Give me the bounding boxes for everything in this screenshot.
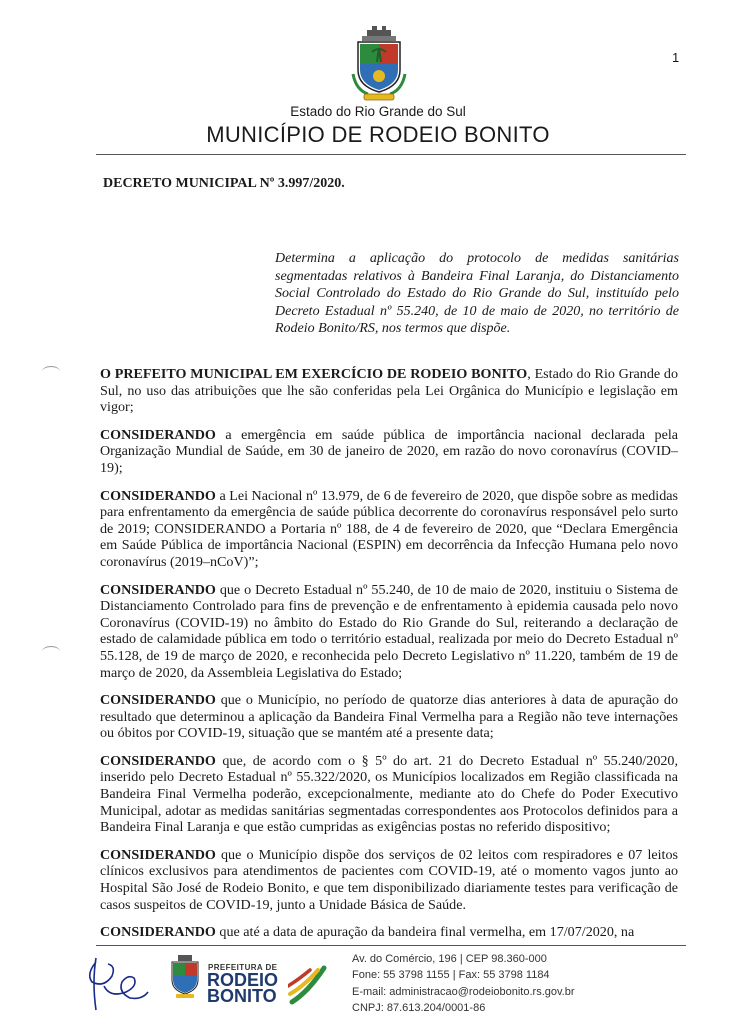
brand-name-line1: RODEIO — [207, 970, 279, 990]
punch-hole-mark — [42, 366, 60, 377]
paragraph-lead: CONSIDERANDO — [100, 846, 216, 863]
considerando-paragraph — [100, 488, 678, 571]
paragraph-text: que o Município, no período de quatorze dias anteriores à data de apuração do resultado que determinou a aplicação da Bandeira Final Vermelha para a Região não teve internações ou óbitos por COVID-19, situação que se mantém até a presente data; — [100, 692, 678, 742]
considerando-paragraph — [100, 924, 678, 941]
paragraph-text: a emergência em saúde pública de importância nacional declarada pela Organização Mundial de Saúde, em 30 de janeiro de 2020, em razão do novo coronavírus (COVID–19); — [100, 426, 678, 476]
considerando-paragraph — [100, 582, 678, 682]
paragraph-text: que até a data de apuração da bandeira final vermelha, em 17/07/2020, na — [215, 924, 635, 941]
header-divider — [96, 154, 686, 155]
state-name: Estado do Rio Grande do Sul — [290, 104, 466, 119]
paragraph-lead: CONSIDERANDO — [100, 692, 216, 709]
footer-coat-of-arms — [168, 954, 202, 1000]
page-number: 1 — [672, 50, 680, 65]
preamble-paragraph — [100, 366, 678, 416]
considerando-paragraph — [100, 427, 678, 477]
paragraph-lead: O PREFEITO MUNICIPAL EM EXERCÍCIO DE RODEIO BONITO — [100, 366, 528, 382]
paragraph-lead: CONSIDERANDO — [100, 487, 216, 504]
email-line: E-mail: administracao@rodeiobonito.rs.gov.br — [352, 985, 575, 998]
footer-divider — [96, 945, 686, 946]
considerando-paragraph — [100, 847, 678, 913]
paragraph-text: que o Município dispõe dos serviços de 02 leitos com respiradores e 07 leitos clínicos exclusivos para atendimentos de pacientes com COVID-19, até o momento vagos junto ao Hospital São José de Rodeio Bonito, e que tem disponibilizado diariamente testes para verificação de casos suspeitos de COVID-19, junto a Unidade Básica de Saúde. — [100, 846, 678, 913]
punch-hole-mark — [42, 646, 60, 657]
paragraph-lead: CONSIDERANDO — [100, 924, 216, 941]
paragraph-text: , Estado do Rio Grande do Sul, no uso das atribuições que lhe são conferidas pela Lei Orgânica do Município e legislação em vigor; — [100, 366, 678, 416]
contact-block — [352, 951, 575, 1016]
prefeitura-label: PREFEITURA DE — [208, 963, 278, 972]
paragraph-lead: CONSIDERANDO — [100, 581, 216, 598]
municipal-coat-of-arms — [350, 24, 408, 104]
cnpj-line: CNPJ: 87.613.204/0001-86 — [352, 1001, 486, 1014]
decree-title: DECRETO MUNICIPAL Nº 3.997/2020. — [103, 176, 345, 191]
address-line: Av. do Comércio, 196 | CEP 98.360-000 — [352, 953, 547, 965]
handwritten-signature — [82, 952, 152, 1016]
brand-swoosh-logo — [288, 962, 328, 1006]
paragraph-text: que, de acordo com o § 5º do art. 21 do Decreto Estadual nº 55.240/2020, inserido pelo Decreto Estadual nº 55.322/2020, os Municípios localizados em Região classificada na Bandeira Final Vermelha poderão, excepcionalmente, mediante ato do Chefe do Poder Executivo Municipal, adotar as medidas sanitárias segmentadas correspondentes aos Protocolos definidos para a Bandeira Final Laranja e que estão cumpridas as exigências postas no referido dispositivo; — [100, 752, 678, 836]
municipality-title: MUNICÍPIO DE RODEIO BONITO — [206, 122, 550, 147]
paragraph-text: que o Decreto Estadual nº 55.240, de 10 de maio de 2020, instituiu o Sistema de Distanciamento Controlado para fins de prevenção e de enfrentamento à epidemia causada pelo novo Coronavírus (COVID-19) no âmbito do Estado do Rio Grande do Sul, reiterando a declaração de estado de calamidade pública em todo o território estadual, realizada por meio do Decreto Estadual nº 55.128, de 19 de março de 2020, e reconhecida pelo Decreto Legislativo nº 11.220, também de 19 de março de 2020, da Assembleia Legislativa do Estado; — [100, 581, 678, 681]
paragraph-lead: CONSIDERANDO — [100, 752, 216, 769]
brand-name-line2: BONITO — [207, 986, 277, 1006]
phone-line: Fone: 55 3798 1155 | Fax: 55 3798 1184 — [352, 969, 550, 982]
decree-summary: Determina a aplicação do protocolo de medidas sanitárias segmentadas relativos à Bandeira Final Laranja, do Distanciamento Social Controlado do Estado do Rio Grande do Sul, instituído pelo Decreto Estadual nº 55.240, de 10 de maio de 2020, no território de Rodeio Bonito/RS, nos termos que dispõe. — [275, 251, 679, 336]
decree-body — [100, 366, 678, 952]
paragraph-text: a Lei Nacional nº 13.979, de 6 de fevereiro de 2020, que dispõe sobre as medidas para enfrentamento da emergência de saúde pública decorrente do coronavírus responsável pelo surto de 2019; CONSIDERANDO a Portaria nº 188, de 4 de fevereiro de 2020, que “Declara Emergência em Saúde Pública de importância Nacional (ESPIN) em decorrência da Infecção Humana pelo novo coronavírus (2019–nCoV)”; — [100, 487, 678, 570]
considerando-paragraph — [100, 753, 678, 836]
considerando-paragraph — [100, 692, 678, 742]
paragraph-lead: CONSIDERANDO — [100, 426, 216, 443]
